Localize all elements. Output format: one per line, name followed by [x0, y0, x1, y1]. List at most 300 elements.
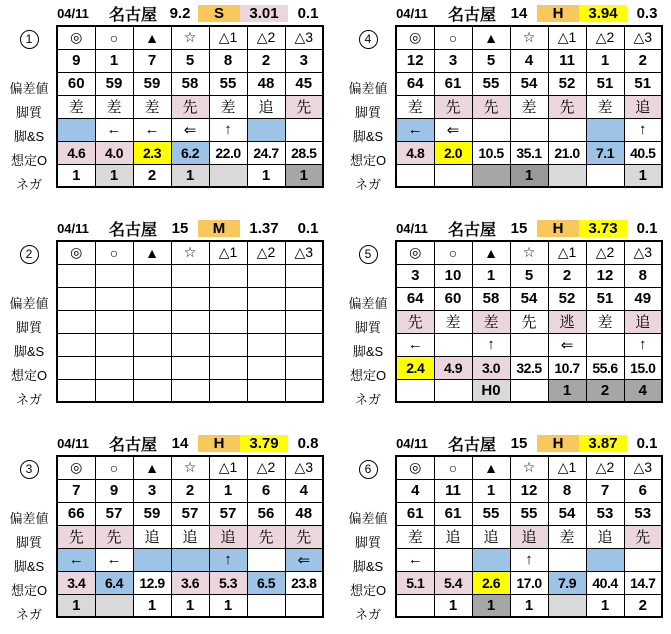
- cell: ↑: [624, 333, 662, 356]
- row-label-deviation: 偏差値: [9, 80, 49, 96]
- cell: [57, 310, 95, 333]
- cell: 4.6: [57, 141, 95, 164]
- header-odds-value: 1.37: [249, 220, 279, 237]
- cell: [548, 164, 586, 187]
- pace-mark: S: [198, 5, 240, 22]
- race-table: [56, 25, 324, 188]
- cell: 22.0: [209, 141, 247, 164]
- cell: 先: [247, 525, 285, 548]
- cell: 1: [586, 594, 624, 617]
- cell: ☆: [171, 456, 209, 479]
- cell: 差: [57, 95, 95, 118]
- leg-s-row: [396, 118, 662, 141]
- cell: [95, 356, 133, 379]
- cell: 追: [247, 95, 285, 118]
- margin-value: 0.1: [636, 220, 658, 237]
- cell: 66: [57, 502, 95, 525]
- panel-number: [2, 27, 56, 51]
- cell: ▲: [472, 241, 510, 264]
- cell: 40.5: [624, 141, 662, 164]
- cell: [133, 356, 171, 379]
- panel-number-badge: 6: [359, 460, 378, 479]
- horse-numbers-row: [57, 479, 323, 502]
- cell: [548, 118, 586, 141]
- cell: ◎: [57, 241, 95, 264]
- row-label-nega: ネガ: [15, 391, 42, 407]
- cell: 2.0: [434, 141, 472, 164]
- cell: 7.9: [548, 571, 586, 594]
- cell: 60: [434, 287, 472, 310]
- cell: 1: [57, 164, 95, 187]
- cell: 逃: [548, 310, 586, 333]
- cell: 2: [171, 479, 209, 502]
- race-date: 04/11: [396, 6, 428, 21]
- panel-body: [341, 240, 670, 410]
- cell: 1: [434, 594, 472, 617]
- cell: △3: [624, 26, 662, 49]
- cell: ◎: [396, 241, 434, 264]
- cell: 差: [396, 95, 434, 118]
- cell: [434, 333, 472, 356]
- cell: 64: [396, 72, 434, 95]
- cell: ⇐: [548, 333, 586, 356]
- cell: 40.4: [586, 571, 624, 594]
- cell: [57, 356, 95, 379]
- cell: [171, 548, 209, 571]
- cell: 1: [57, 594, 95, 617]
- cell: [285, 287, 323, 310]
- header-odds-value: 3.01: [240, 5, 288, 22]
- cell: 先: [396, 310, 434, 333]
- nega-row: [396, 379, 662, 402]
- horse-numbers-row: [57, 264, 323, 287]
- cell: 2: [586, 379, 624, 402]
- cell: 8: [624, 264, 662, 287]
- cell: [434, 164, 472, 187]
- cell: 48: [285, 502, 323, 525]
- row-label-deviation: 偏差値: [9, 510, 49, 526]
- cell: ←: [57, 548, 95, 571]
- cell: 差: [133, 95, 171, 118]
- race-number: 14: [510, 5, 528, 22]
- symbols-row: [396, 26, 662, 49]
- symbols-row: [57, 456, 323, 479]
- cell: [510, 118, 548, 141]
- cell: [434, 379, 472, 402]
- cell: [247, 264, 285, 287]
- cell: [548, 548, 586, 571]
- cell: 追: [624, 95, 662, 118]
- cell: [209, 287, 247, 310]
- panel-number-badge: 5: [359, 245, 378, 264]
- cell: [209, 379, 247, 402]
- cell: △2: [586, 456, 624, 479]
- cell: ←: [396, 333, 434, 356]
- cell: 4: [510, 49, 548, 72]
- cell: 追: [434, 525, 472, 548]
- cell: 追: [209, 525, 247, 548]
- race-date: 04/11: [57, 436, 89, 451]
- cell: 4: [624, 379, 662, 402]
- cell: 追: [510, 525, 548, 548]
- cell: 2: [624, 49, 662, 72]
- cell: 10: [434, 264, 472, 287]
- cell: ⇐: [171, 118, 209, 141]
- cell: [209, 264, 247, 287]
- cell: 先: [95, 525, 133, 548]
- header-odds-value: 3.87: [579, 435, 627, 452]
- panel-body: [341, 455, 670, 625]
- cell: 55: [209, 72, 247, 95]
- symbols-row: [396, 456, 662, 479]
- panel-number: [2, 242, 56, 266]
- cell: △1: [548, 456, 586, 479]
- cell: [247, 594, 285, 617]
- cell: 先: [472, 95, 510, 118]
- cell: ◎: [396, 456, 434, 479]
- cell: 3: [133, 479, 171, 502]
- cell: 57: [209, 502, 247, 525]
- cell: 1: [209, 594, 247, 617]
- cell: ↑: [209, 118, 247, 141]
- race-table: [395, 240, 663, 403]
- cell: 45: [285, 72, 323, 95]
- cell: 8: [209, 49, 247, 72]
- cell: ↑: [510, 548, 548, 571]
- row-label-expected-odds: 想定O: [349, 582, 387, 598]
- cell: 2: [548, 264, 586, 287]
- cell: [209, 356, 247, 379]
- cell: 53: [624, 502, 662, 525]
- cell: 4.0: [95, 141, 133, 164]
- panel-number: [341, 457, 395, 481]
- venue-name: 名古屋: [108, 437, 157, 454]
- cell: 4: [285, 479, 323, 502]
- cell: 1: [472, 594, 510, 617]
- cell: 3.0: [472, 356, 510, 379]
- cell: [133, 287, 171, 310]
- row-labels: [341, 240, 395, 410]
- row-label-spacer: [2, 266, 56, 290]
- pace-mark: H: [537, 220, 579, 237]
- cell: 57: [171, 502, 209, 525]
- cell: 1: [95, 49, 133, 72]
- cell: 追: [586, 525, 624, 548]
- expected-odds-row: [396, 141, 662, 164]
- cell: 1: [510, 164, 548, 187]
- cell: [247, 333, 285, 356]
- cell: 12.9: [133, 571, 171, 594]
- cell: 追: [624, 310, 662, 333]
- cell: [285, 333, 323, 356]
- race-panel-2: [2, 217, 331, 410]
- race-panel-3: [2, 432, 331, 625]
- cell: 7.1: [586, 141, 624, 164]
- cell: ☆: [510, 241, 548, 264]
- race-table: [395, 455, 663, 618]
- nega-row: [396, 164, 662, 187]
- cell: 51: [586, 287, 624, 310]
- cell: [171, 287, 209, 310]
- cell: [95, 594, 133, 617]
- cell: [95, 287, 133, 310]
- cell: 51: [586, 72, 624, 95]
- panel-header: [381, 217, 670, 240]
- cell: 1: [247, 164, 285, 187]
- panel-number-badge: 1: [20, 30, 39, 49]
- cell: ▲: [133, 241, 171, 264]
- row-labels: [341, 455, 395, 625]
- panel-body: [341, 25, 670, 195]
- cell: 2.6: [472, 571, 510, 594]
- cell: 12: [510, 479, 548, 502]
- cell: [586, 333, 624, 356]
- cell: ←: [95, 548, 133, 571]
- cell: 11: [548, 49, 586, 72]
- row-label-leg-s: 脚&S: [13, 128, 45, 144]
- race-number: 9.2: [169, 5, 191, 22]
- cell: 5.3: [209, 571, 247, 594]
- cell: 1: [209, 479, 247, 502]
- cell: 64: [396, 287, 434, 310]
- row-label-leg-s: 脚&S: [13, 558, 45, 574]
- cell: 55: [472, 502, 510, 525]
- cell: [209, 333, 247, 356]
- cell: 54: [548, 502, 586, 525]
- cell: 12: [586, 264, 624, 287]
- row-label-expected-odds: 想定O: [349, 152, 387, 168]
- race-date: 04/11: [396, 221, 428, 236]
- cell: ☆: [171, 241, 209, 264]
- deviation-row: [396, 287, 662, 310]
- cell: ↑: [624, 118, 662, 141]
- margin-value: 0.8: [297, 435, 319, 452]
- leg-s-row: [57, 548, 323, 571]
- row-label-running-style: 脚質: [15, 534, 42, 550]
- race-number: 15: [510, 435, 528, 452]
- race-number: 14: [171, 435, 189, 452]
- cell: 2.4: [396, 356, 434, 379]
- cell: ☆: [171, 26, 209, 49]
- cell: [396, 594, 434, 617]
- cell: 1: [285, 164, 323, 187]
- row-label-leg-s: 脚&S: [352, 343, 384, 359]
- row-label-leg-s: 脚&S: [352, 128, 384, 144]
- cell: [586, 548, 624, 571]
- cell: 7: [57, 479, 95, 502]
- cell: [171, 379, 209, 402]
- cell: 61: [434, 72, 472, 95]
- row-label-spacer: [341, 51, 395, 75]
- cell: △2: [586, 26, 624, 49]
- cell: △1: [209, 26, 247, 49]
- row-label-nega: ネガ: [354, 176, 381, 192]
- cell: [396, 379, 434, 402]
- cell: 9: [57, 49, 95, 72]
- cell: [472, 164, 510, 187]
- cell: [209, 310, 247, 333]
- cell: △1: [548, 241, 586, 264]
- cell: 1: [95, 164, 133, 187]
- cell: 差: [586, 95, 624, 118]
- race-date: 04/11: [57, 221, 89, 236]
- cell: ←: [95, 118, 133, 141]
- venue-name: 名古屋: [447, 7, 496, 24]
- cell: 先: [624, 525, 662, 548]
- cell: ◎: [57, 26, 95, 49]
- deviation-row: [57, 287, 323, 310]
- row-label-nega: ネガ: [354, 606, 381, 622]
- cell: [171, 333, 209, 356]
- cell: 59: [95, 72, 133, 95]
- cell: 3: [434, 49, 472, 72]
- cell: 12: [396, 49, 434, 72]
- cell: 1: [171, 594, 209, 617]
- cell: [133, 548, 171, 571]
- cell: 55.6: [586, 356, 624, 379]
- panel-header: [42, 432, 331, 455]
- cell: [247, 379, 285, 402]
- cell: 差: [95, 95, 133, 118]
- race-table: [56, 240, 324, 403]
- race-date: 04/11: [396, 436, 428, 451]
- pace-mark: H: [537, 435, 579, 452]
- cell: 1: [510, 594, 548, 617]
- row-label-running-style: 脚質: [354, 104, 381, 120]
- cell: 24.7: [247, 141, 285, 164]
- row-label-expected-odds: 想定O: [10, 367, 48, 383]
- expected-odds-row: [396, 356, 662, 379]
- cell: 35.1: [510, 141, 548, 164]
- cell: [510, 379, 548, 402]
- cell: 23.8: [285, 571, 323, 594]
- cell: ○: [434, 26, 472, 49]
- cell: 14.7: [624, 571, 662, 594]
- cell: △2: [247, 26, 285, 49]
- cell: 先: [548, 95, 586, 118]
- cell: 2: [133, 164, 171, 187]
- cell: 差: [510, 95, 548, 118]
- cell: 15.0: [624, 356, 662, 379]
- running-style-row: [396, 310, 662, 333]
- cell: [510, 333, 548, 356]
- cell: ▲: [133, 456, 171, 479]
- cell: 61: [434, 502, 472, 525]
- cell: ○: [95, 26, 133, 49]
- row-label-running-style: 脚質: [354, 319, 381, 335]
- cell: 3: [285, 49, 323, 72]
- cell: ←: [133, 118, 171, 141]
- cell: [57, 264, 95, 287]
- cell: [586, 164, 624, 187]
- cell: 58: [472, 287, 510, 310]
- row-label-spacer: [2, 481, 56, 505]
- row-labels: [2, 25, 56, 195]
- deviation-row: [396, 502, 662, 525]
- cell: △3: [285, 26, 323, 49]
- cell: [247, 287, 285, 310]
- cell: 57: [95, 502, 133, 525]
- row-label-running-style: 脚質: [354, 534, 381, 550]
- cell: 4.8: [396, 141, 434, 164]
- cell: [95, 379, 133, 402]
- panel-number: [341, 242, 395, 266]
- leg-s-row: [57, 333, 323, 356]
- race-panel-5: [341, 217, 670, 410]
- cell: 差: [209, 95, 247, 118]
- cell: △3: [624, 456, 662, 479]
- running-style-row: [396, 525, 662, 548]
- cell: 59: [133, 502, 171, 525]
- cell: 5: [171, 49, 209, 72]
- cell: 1: [624, 164, 662, 187]
- cell: 7: [586, 479, 624, 502]
- cell: [209, 164, 247, 187]
- panel-number-badge: 2: [20, 245, 39, 264]
- horse-numbers-row: [396, 479, 662, 502]
- cell: ☆: [510, 26, 548, 49]
- row-label-expected-odds: 想定O: [10, 152, 48, 168]
- cell: [133, 310, 171, 333]
- deviation-row: [396, 72, 662, 95]
- cell: ↑: [209, 548, 247, 571]
- cell: ▲: [472, 456, 510, 479]
- leg-s-row: [57, 118, 323, 141]
- cell: 差: [586, 310, 624, 333]
- pace-mark: M: [198, 220, 240, 237]
- cell: 8: [548, 479, 586, 502]
- symbols-row: [57, 26, 323, 49]
- pace-mark: H: [537, 5, 579, 22]
- cell: 55: [472, 72, 510, 95]
- cell: ▲: [133, 26, 171, 49]
- cell: ○: [95, 241, 133, 264]
- row-label-leg-s: 脚&S: [352, 558, 384, 574]
- cell: △1: [209, 241, 247, 264]
- cell: 51: [624, 72, 662, 95]
- cell: △3: [285, 456, 323, 479]
- venue-name: 名古屋: [447, 437, 496, 454]
- row-labels: [2, 455, 56, 625]
- header-odds-value: 3.79: [240, 435, 288, 452]
- cell: [285, 264, 323, 287]
- cell: 60: [57, 72, 95, 95]
- cell: 1: [133, 594, 171, 617]
- cell: 56: [247, 502, 285, 525]
- panel-header: [42, 217, 331, 240]
- cell: 6: [624, 479, 662, 502]
- expected-odds-row: [57, 356, 323, 379]
- cell: 差: [548, 525, 586, 548]
- cell: [171, 264, 209, 287]
- deviation-row: [57, 72, 323, 95]
- cell: △2: [247, 241, 285, 264]
- cell: 52: [548, 287, 586, 310]
- cell: ⇐: [285, 548, 323, 571]
- cell: 48: [247, 72, 285, 95]
- cell: 2: [624, 594, 662, 617]
- horse-numbers-row: [396, 264, 662, 287]
- cell: [247, 310, 285, 333]
- race-number: 15: [510, 220, 528, 237]
- cell: [57, 333, 95, 356]
- cell: 4.9: [434, 356, 472, 379]
- cell: 先: [285, 525, 323, 548]
- cell: 9: [95, 479, 133, 502]
- cell: 1: [171, 164, 209, 187]
- panel-body: [2, 455, 331, 625]
- nega-row: [396, 594, 662, 617]
